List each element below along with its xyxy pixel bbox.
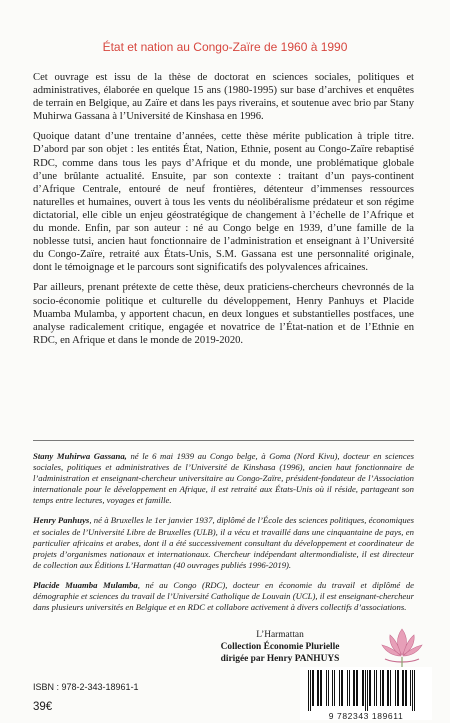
- book-title: État et nation au Congo-Zaïre de 1960 à 1990: [102, 40, 348, 54]
- author-bio: [33, 515, 414, 570]
- author-bio-text: né le 6 mai 1939 au Congo belge, à Goma (Nord Kivu), docteur en sciences sociales, politiques et administratives de l’Université de Kinshasa (1996), ancien haut fonctionnaire de l’administration et enseignant-chercheur universitaire au Congo-Zaïre, président-fondateur de l’Association internationale pour le développement en Afrique, il est retraité aux États-Unis où il réside, partageant son temps entre lectures, voyages et famille.: [33, 451, 414, 506]
- barcode-bars: [306, 670, 426, 711]
- author-name: Henry Panhuys: [33, 515, 90, 526]
- barcode-number: 9 782343 189611: [328, 711, 404, 721]
- summary-paragraph: Par ailleurs, prenant prétexte de cette thèse, deux praticiens-chercheurs chevronnés de la socio-économie politique et culturelle du développement, Henry Panhuys et Placide Muamba Mulamba, y apportent chacun, en deux longues et substantielles postfaces, une analyse radicalement critique, engagée et novatrice de l’État-nation et de l’Ethnie en RDC, en Afrique et dans le monde de 2019-2020.: [33, 282, 414, 346]
- isbn: ISBN : 978-2-343-18961-1: [33, 682, 139, 692]
- summary-text: [33, 71, 414, 354]
- section-divider: [33, 440, 414, 441]
- author-bio-text: , né à Bruxelles le 1er janvier 1937, diplômé de l’École des sciences politiques, économiques et sociales de l’Université Libre de Bruxelles (ULB), il a vécu et travaillé dans une cinquantaine de pays, en particulier africains et arabes, dont il a été successivement consultant du développement et coordinateur de projets d’organismes nationaux et internationaux. Chercheur indépendant altermondialiste, il est directeur de collection aux Éditions L’Harmattan (40 ouvrages publiés 1996-2019).: [33, 515, 414, 570]
- summary-paragraph: Quoique datant d’une trentaine d’années, cette thèse mérite publication à triple titre. D’abord par son objet : les entités État, Nation, Ethnie, posent au Congo-Zaïre rebaptisé RDC, comme dans tous les pays d’Afrique et du monde, une problématique globale d’une brûlante actualité. Ensuite, par son contexte : traitant d’un pays-continent d’Afrique Centrale, entouré de neuf frontières, détenteur d’immenses ressources naturelles et humaines, ouvert à tous les vents du néolibéralisme prédateur et son régime dictatorial, elle cible un enjeu géostratégique de changement à l’échelle de l’Afrique et du monde. Enfin, par son auteur : né au Congo belge en 1939, d’une famille de la noblesse tutsi, ancien haut fonctionnaire de l’administration et enseignant à l’Université du Congo-Zaïre, retraité aux États-Unis, S.M. Gassana est une personnalité originale, dont le témoignage et le parcours sont significatifs des polyvalences africaines.: [33, 131, 414, 274]
- price: 39€: [33, 701, 53, 713]
- summary-paragraph: Cet ouvrage est issu de la thèse de doctorat en sciences sociales, politiques et administratives, élaborée en quelque 15 ans (1980-1995) sur base d’archives et enquêtes de terrain en Belgique, au Zaïre et dans les pays riverains, et soutenue avec brio par Stany Muhirwa Gassana à l’Université de Kinshasa en 1996.: [33, 72, 414, 123]
- author-bio-text: , né au Congo (RDC), docteur en économie du travail et diplômé de démographie et sciences du travail de l’Université Catholique de Louvain (UCL), il est enseignant-chercheur dans plusieurs universités en Belgique et en RDC et collabore activement à divers collectifs d’associations.: [33, 579, 414, 613]
- author-bios: [33, 451, 414, 622]
- lotus-flower-icon: [380, 621, 424, 671]
- author-bio: [33, 580, 414, 613]
- collection-name: Collection Économie Plurielle: [220, 641, 340, 652]
- barcode: [300, 667, 432, 720]
- author-bio: [33, 451, 414, 506]
- author-name: Placide Muamba Mulamba: [33, 579, 138, 590]
- publisher-name: L’Harmattan: [256, 630, 304, 640]
- collection-editor: dirigée par Henry PANHUYS: [220, 653, 340, 664]
- publisher-block: [195, 630, 365, 665]
- author-name: Stany Muhirwa Gassana,: [33, 451, 127, 461]
